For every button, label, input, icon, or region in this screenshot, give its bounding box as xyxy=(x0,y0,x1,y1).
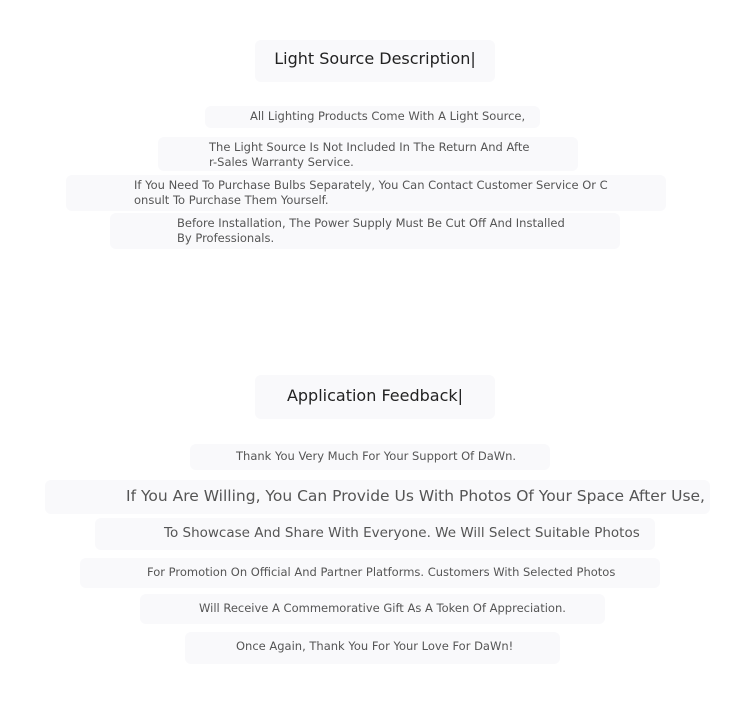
feedback-line6: Once Again, Thank You For Your Love For DaWn! xyxy=(236,639,514,653)
feedback-heading: Application Feedback| xyxy=(286,386,464,405)
light-source-line4 xyxy=(177,216,565,245)
light-source-line1: All Lighting Products Come With A Light Source, xyxy=(250,109,526,123)
feedback-line4: For Promotion On Official And Partner Platforms. Customers With Selected Photos xyxy=(147,565,616,579)
light-source-line2 xyxy=(209,140,529,169)
light-source-line2b: r-Sales Warranty Service. xyxy=(209,154,354,169)
feedback-line2: If You Are Willing, You Can Provide Us With Photos Of Your Space After Use, xyxy=(126,487,705,505)
light-source-line4b: By Professionals. xyxy=(177,230,275,245)
light-source-line3a: If You Need To Purchase Bulbs Separately, You Can Contact Customer Service Or C xyxy=(134,178,608,192)
light-source-line3 xyxy=(134,178,608,207)
light-source-line2a: The Light Source Is Not Included In The Return And Afte xyxy=(209,140,530,154)
light-source-line3b: onsult To Purchase Them Yourself. xyxy=(134,192,329,207)
feedback-line5: Will Receive A Commemorative Gift As A Token Of Appreciation. xyxy=(199,601,566,615)
light-source-line4a: Before Installation, The Power Supply Must Be Cut Off And Installed xyxy=(177,216,565,230)
feedback-line3: To Showcase And Share With Everyone. We Will Select Suitable Photos xyxy=(164,525,640,541)
feedback-line1: Thank You Very Much For Your Support Of DaWn. xyxy=(236,449,517,463)
light-source-heading: Light Source Description| xyxy=(274,49,476,68)
